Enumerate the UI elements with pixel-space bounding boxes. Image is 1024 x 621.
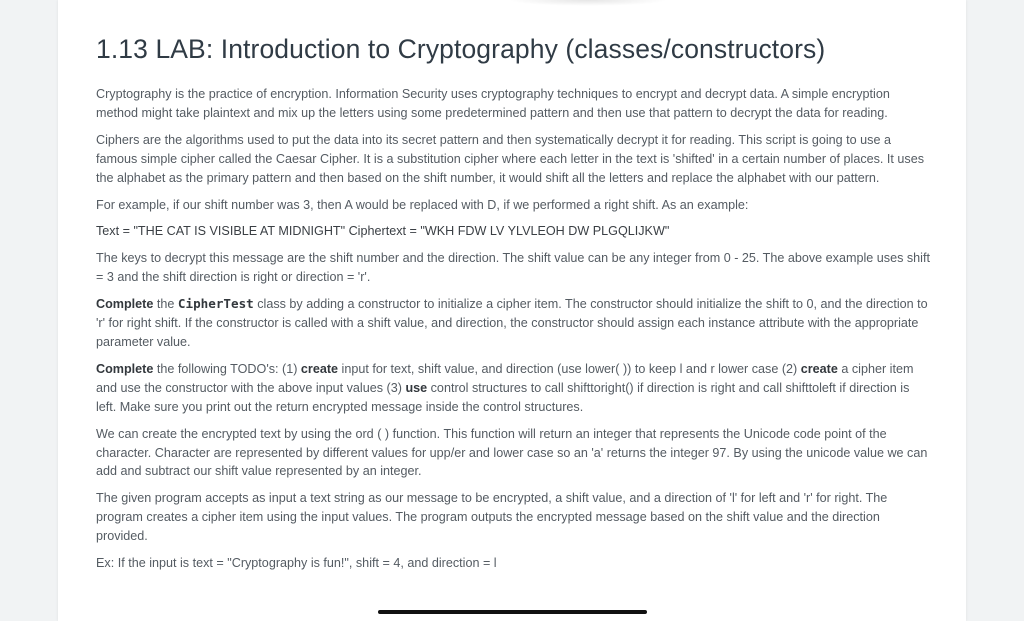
paragraph-constructor-task	[96, 295, 930, 352]
lab-content-card	[58, 0, 966, 621]
paragraph-example-intro: For example, if our shift number was 3, then A would be replaced with D, if we performed a right shift. As an example:	[96, 197, 749, 212]
paragraph-example-input: Ex: If the input is text = "Cryptography is fun!", shift = 4, and direction = l	[96, 556, 497, 571]
text-fragment: the following TODO's: (1)	[153, 361, 301, 376]
text-fragment: class by adding a constructor to initialize a cipher item. The constructor should initialize the shift to 0, and the direction to 'r' for right shift. If the constructor is called with a shift value, and direction, the constructor should assign each instance attribute with the appropriate parameter value.	[96, 297, 928, 349]
text-fragment: a cipher item and use the constructor with the above input values (3)	[96, 361, 914, 395]
keyword-use: use	[405, 380, 428, 395]
text-fragment: the	[153, 297, 178, 312]
text-fragment: input for text, shift value, and direction (use lower( )) to keep l and r lower case (2)	[338, 361, 801, 376]
text-fragment: control structures to call shifttoright() if direction is right and call shifttoleft if direction is left. Make sure you print out the return encrypted message inside the control structures.	[96, 380, 910, 414]
keyword-create: create	[300, 361, 339, 376]
complete-label: Complete	[96, 361, 154, 376]
keyword-create: create	[800, 361, 838, 376]
scroll-indicator[interactable]	[378, 610, 647, 614]
lab-content	[96, 30, 930, 581]
paragraph-ciphers: Ciphers are the algorithms used to put the data into its secret pattern and then systematically decrypt it for reading. This script is going to use a famous simple cipher called the Caesar Cipher. It is a substitution cipher where each letter in the text is 'shifted' in a certain number of places. It uses the alphabet as the primary pattern and then based on the shift number, it would shift all the letters and replace the alphabet with our pattern.	[96, 132, 925, 185]
paragraph-ord-function: We can create the encrypted text by using the ord ( ) function. This function will return an integer that represents the Unicode code point of the character. Character are represented by different values for upp/er and lower case so an 'a' returns the integer 97. By using the unicode value we can add and subtract our shift value represented by an integer.	[96, 426, 928, 479]
top-shadow	[508, 0, 668, 6]
complete-label: Complete	[96, 297, 154, 312]
paragraph-intro: Cryptography is the practice of encryption. Information Security uses cryptography techniques to encrypt and decrypt data. A simple encryption method might take plaintext and mix up the letters using some predetermined pattern and then use that pattern to decrypt the data for reading.	[96, 87, 890, 120]
page-title: 1.13 LAB: Introduction to Cryptography (classes/constructors)	[96, 34, 826, 64]
paragraph-program-description: The given program accepts as input a text string as our message to be encrypted, a shift value, and a direction of 'l' for left and 'r' for right. The program creates a cipher item using the input values. The program outputs the encrypted message based on the shift value and the direction provided.	[96, 491, 888, 544]
class-name-code: CipherTest	[177, 296, 254, 312]
paragraph-keys: The keys to decrypt this message are the shift number and the direction. The shift value can be any integer from 0 - 25. The above example uses shift = 3 and the shift direction is right or direction = 'r'.	[96, 251, 930, 285]
paragraph-example-text: Text = "THE CAT IS VISIBLE AT MIDNIGHT" Ciphertext = "WKH FDW LV YLVLEOH DW PLGQLIJKW"	[96, 224, 670, 239]
paragraph-todo-task	[96, 360, 930, 417]
